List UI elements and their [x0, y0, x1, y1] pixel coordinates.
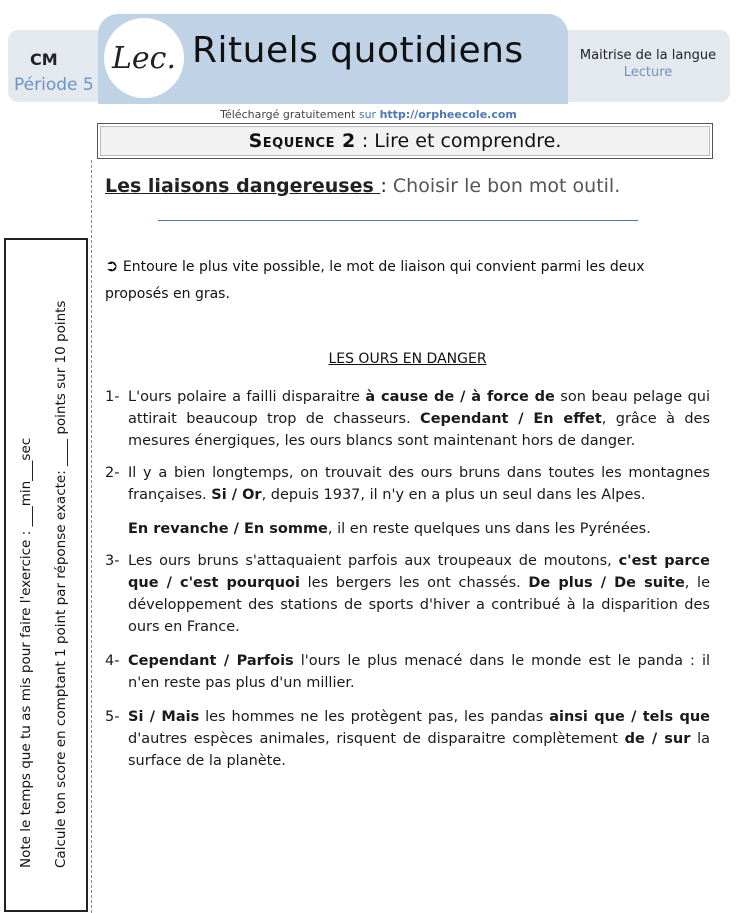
exercise-item [105, 462, 710, 506]
subtitle-colon: : [380, 175, 393, 197]
subtitle-text: Choisir le bon mot outil. [392, 175, 621, 197]
sequence-number: Sequence 2 [248, 130, 356, 152]
text-segment: Les ours bruns s'attaquaient parfois aux troupeaux de moutons, [128, 553, 619, 569]
text-segment: L'ours polaire a failli disparaitre [128, 389, 366, 405]
connector-choice[interactable]: Cependant / En effet [420, 411, 602, 427]
logo-text: Lec. [111, 40, 176, 76]
text-segment: son beau pelage qui attirait beaucoup trop de chasseurs. [128, 389, 710, 427]
item-number: 5- [105, 709, 120, 725]
domain-label: Maitrise de la langue [579, 48, 717, 63]
period-label: Période 5 [14, 75, 94, 95]
subdomain-label: Lecture [623, 65, 673, 80]
exercise-item [105, 550, 710, 638]
text-segment: , depuis 1937, il n'y en a plus un seul dans les Alpes. [261, 487, 646, 503]
text-segment: , grâce à des mesures énergiques, les ours blancs sont maintenant hors de danger. [128, 411, 711, 449]
class-level: CM [30, 50, 58, 69]
item-text [128, 518, 710, 540]
item-text [128, 386, 710, 452]
text-segment: les hommes ne les protègent pas, les pandas [199, 709, 550, 725]
arrow-icon: ➲ [105, 256, 119, 275]
item-number: 3- [105, 553, 120, 569]
exercise-item [105, 386, 710, 452]
text-segment: Il y a bien longtemps, on trouvait des ours bruns dans toutes les montagnes françaises. [128, 465, 710, 503]
sequence-box [97, 123, 713, 159]
item-text [128, 462, 710, 506]
item-text [128, 706, 710, 772]
margin-dashed-line [91, 160, 92, 913]
connector-choice[interactable]: de / sur [624, 731, 691, 747]
connector-choice[interactable]: ainsi que / tels que [549, 709, 710, 725]
score-note: Calcule ton score en comptant 1 point par réponse exacte: ____ points sur 10 points [53, 300, 69, 868]
instruction [105, 252, 710, 308]
connector-choice[interactable]: De plus / De suite [528, 575, 685, 591]
exercise-item [105, 650, 710, 694]
item-number: 1- [105, 389, 120, 405]
connector-choice[interactable]: Si / Or [211, 487, 262, 503]
time-note: Note le temps que tu as mis pour faire l'exercice : ___min___sec [18, 437, 34, 868]
connector-choice[interactable]: à cause de / à force de [365, 389, 555, 405]
text-segment: la surface de la planète. [128, 731, 710, 769]
text-segment: l'ours le plus menacé dans le monde est le panda : il n'en reste pas plus d'un millier. [128, 653, 711, 691]
text-segment: les bergers les ont chassés. [300, 575, 529, 591]
download-text: Téléchargé gratuitement [220, 108, 359, 121]
text-segment: , le développement des stations de sports d'hiver a contribué à la disparition des ours en France. [128, 575, 711, 635]
domain-box [568, 34, 728, 100]
sequence-title: : Lire et comprendre. [355, 130, 562, 152]
text-segment: d'autres espèces animales, risquent de disparaitre complètement [128, 731, 625, 747]
subtitle-underlined: Les liaisons dangereuses [105, 175, 381, 197]
connector-choice[interactable]: Cependant / Parfois [128, 653, 294, 669]
connector-choice[interactable]: c'est parce que / c'est pourquoi [128, 553, 710, 591]
exercise-item [105, 518, 710, 540]
item-text [128, 550, 710, 638]
score-box [4, 238, 88, 912]
separator-line [158, 220, 638, 221]
download-link[interactable]: http://orpheecole.com [379, 108, 517, 121]
instruction-text: Entoure le plus vite possible, le mot de liaison qui convient parmi les deux proposés en gras. [105, 259, 645, 302]
exercise-subtitle [105, 175, 620, 197]
connector-choice[interactable]: Si / Mais [128, 709, 200, 725]
download-sur: sur [358, 108, 380, 121]
text-title: LES OURS EN DANGER [328, 351, 487, 367]
lec-logo [104, 18, 184, 98]
item-number: 2- [105, 465, 120, 481]
connector-choice[interactable]: En revanche / En somme [128, 521, 328, 537]
item-text [128, 650, 710, 694]
item-number: 4- [105, 653, 120, 669]
exercise-item [105, 706, 710, 772]
text-segment: , il en reste quelques uns dans les Pyrénées. [327, 521, 651, 537]
download-note [0, 108, 737, 121]
page-title: Rituels quotidiens [192, 30, 524, 71]
